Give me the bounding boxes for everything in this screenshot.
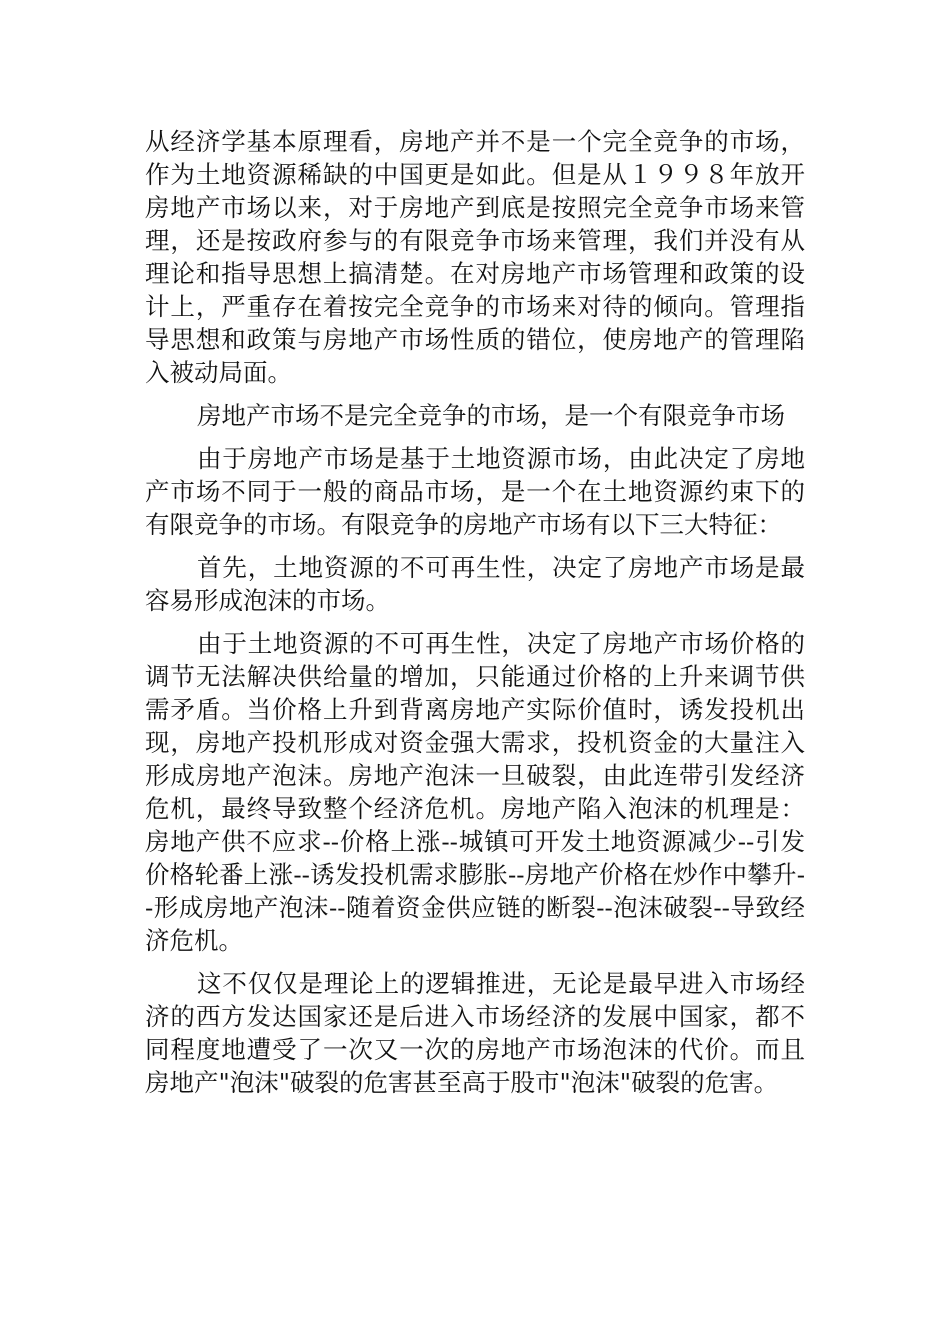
paragraph-bubble-mechanism: 由于土地资源的不可再生性，决定了房地产市场价格的调节无法解决供给量的增加，只能通过价格的上升来调节供需矛盾。当价格上升到背离房地产实际价值时，诱发投机出现，房地产投机形成对资金强大需求，投机资金的大量注入形成房地产泡沫。房地产泡沫一旦破裂，由此连带引发经济危机，最终导致整个经济危机。房地产陷入泡沫的机理是：房地产供不应求--价格上涨--城镇可开发土地资源减少--引发价格轮番上涨--诱发投机需求膨胀--房地产价格在炒作中攀升--形成房地产泡沫--随着资金供应链的断裂--泡沫破裂--导致经济危机。 <box>145 629 805 955</box>
paragraph-intro: 从经济学基本原理看，房地产并不是一个完全竞争的市场，作为土地资源稀缺的中国更是如此。但是从１９９８年放开房地产市场以来，对于房地产到底是按照完全竞争市场来管理，还是按政府参与的有限竞争市场来管理，我们并没有从理论和指导思想上搞清楚。在对房地产市场管理和政策的设计上，严重存在着按完全竞争的市场来对待的倾向。管理指导思想和政策与房地产市场性质的错位，使房地产的管理陷入被动局面。 <box>145 127 805 387</box>
paragraph-first-feature: 首先，土地资源的不可再生性，决定了房地产市场是最容易形成泡沫的市场。 <box>145 553 805 615</box>
document-body <box>145 125 805 1109</box>
paragraph-market-features: 由于房地产市场是基于土地资源市场，由此决定了房地产市场不同于一般的商品市场，是一个在土地资源约束下的有限竞争的市场。有限竞争的房地产市场有以下三大特征： <box>145 444 805 539</box>
section-heading-limited-competition: 房地产市场不是完全竞争的市场，是一个有限竞争市场 <box>197 401 785 430</box>
paragraph-bubble-consequences: 这不仅仅是理论上的逻辑推进，无论是最早进入市场经济的西方发达国家还是后进入市场经济的发展中国家，都不同程度地遭受了一次又一次的房地产市场泡沫的代价。而且房地产"泡沫"破裂的危害甚至高于股市"泡沫"破裂的危害。 <box>145 969 805 1097</box>
